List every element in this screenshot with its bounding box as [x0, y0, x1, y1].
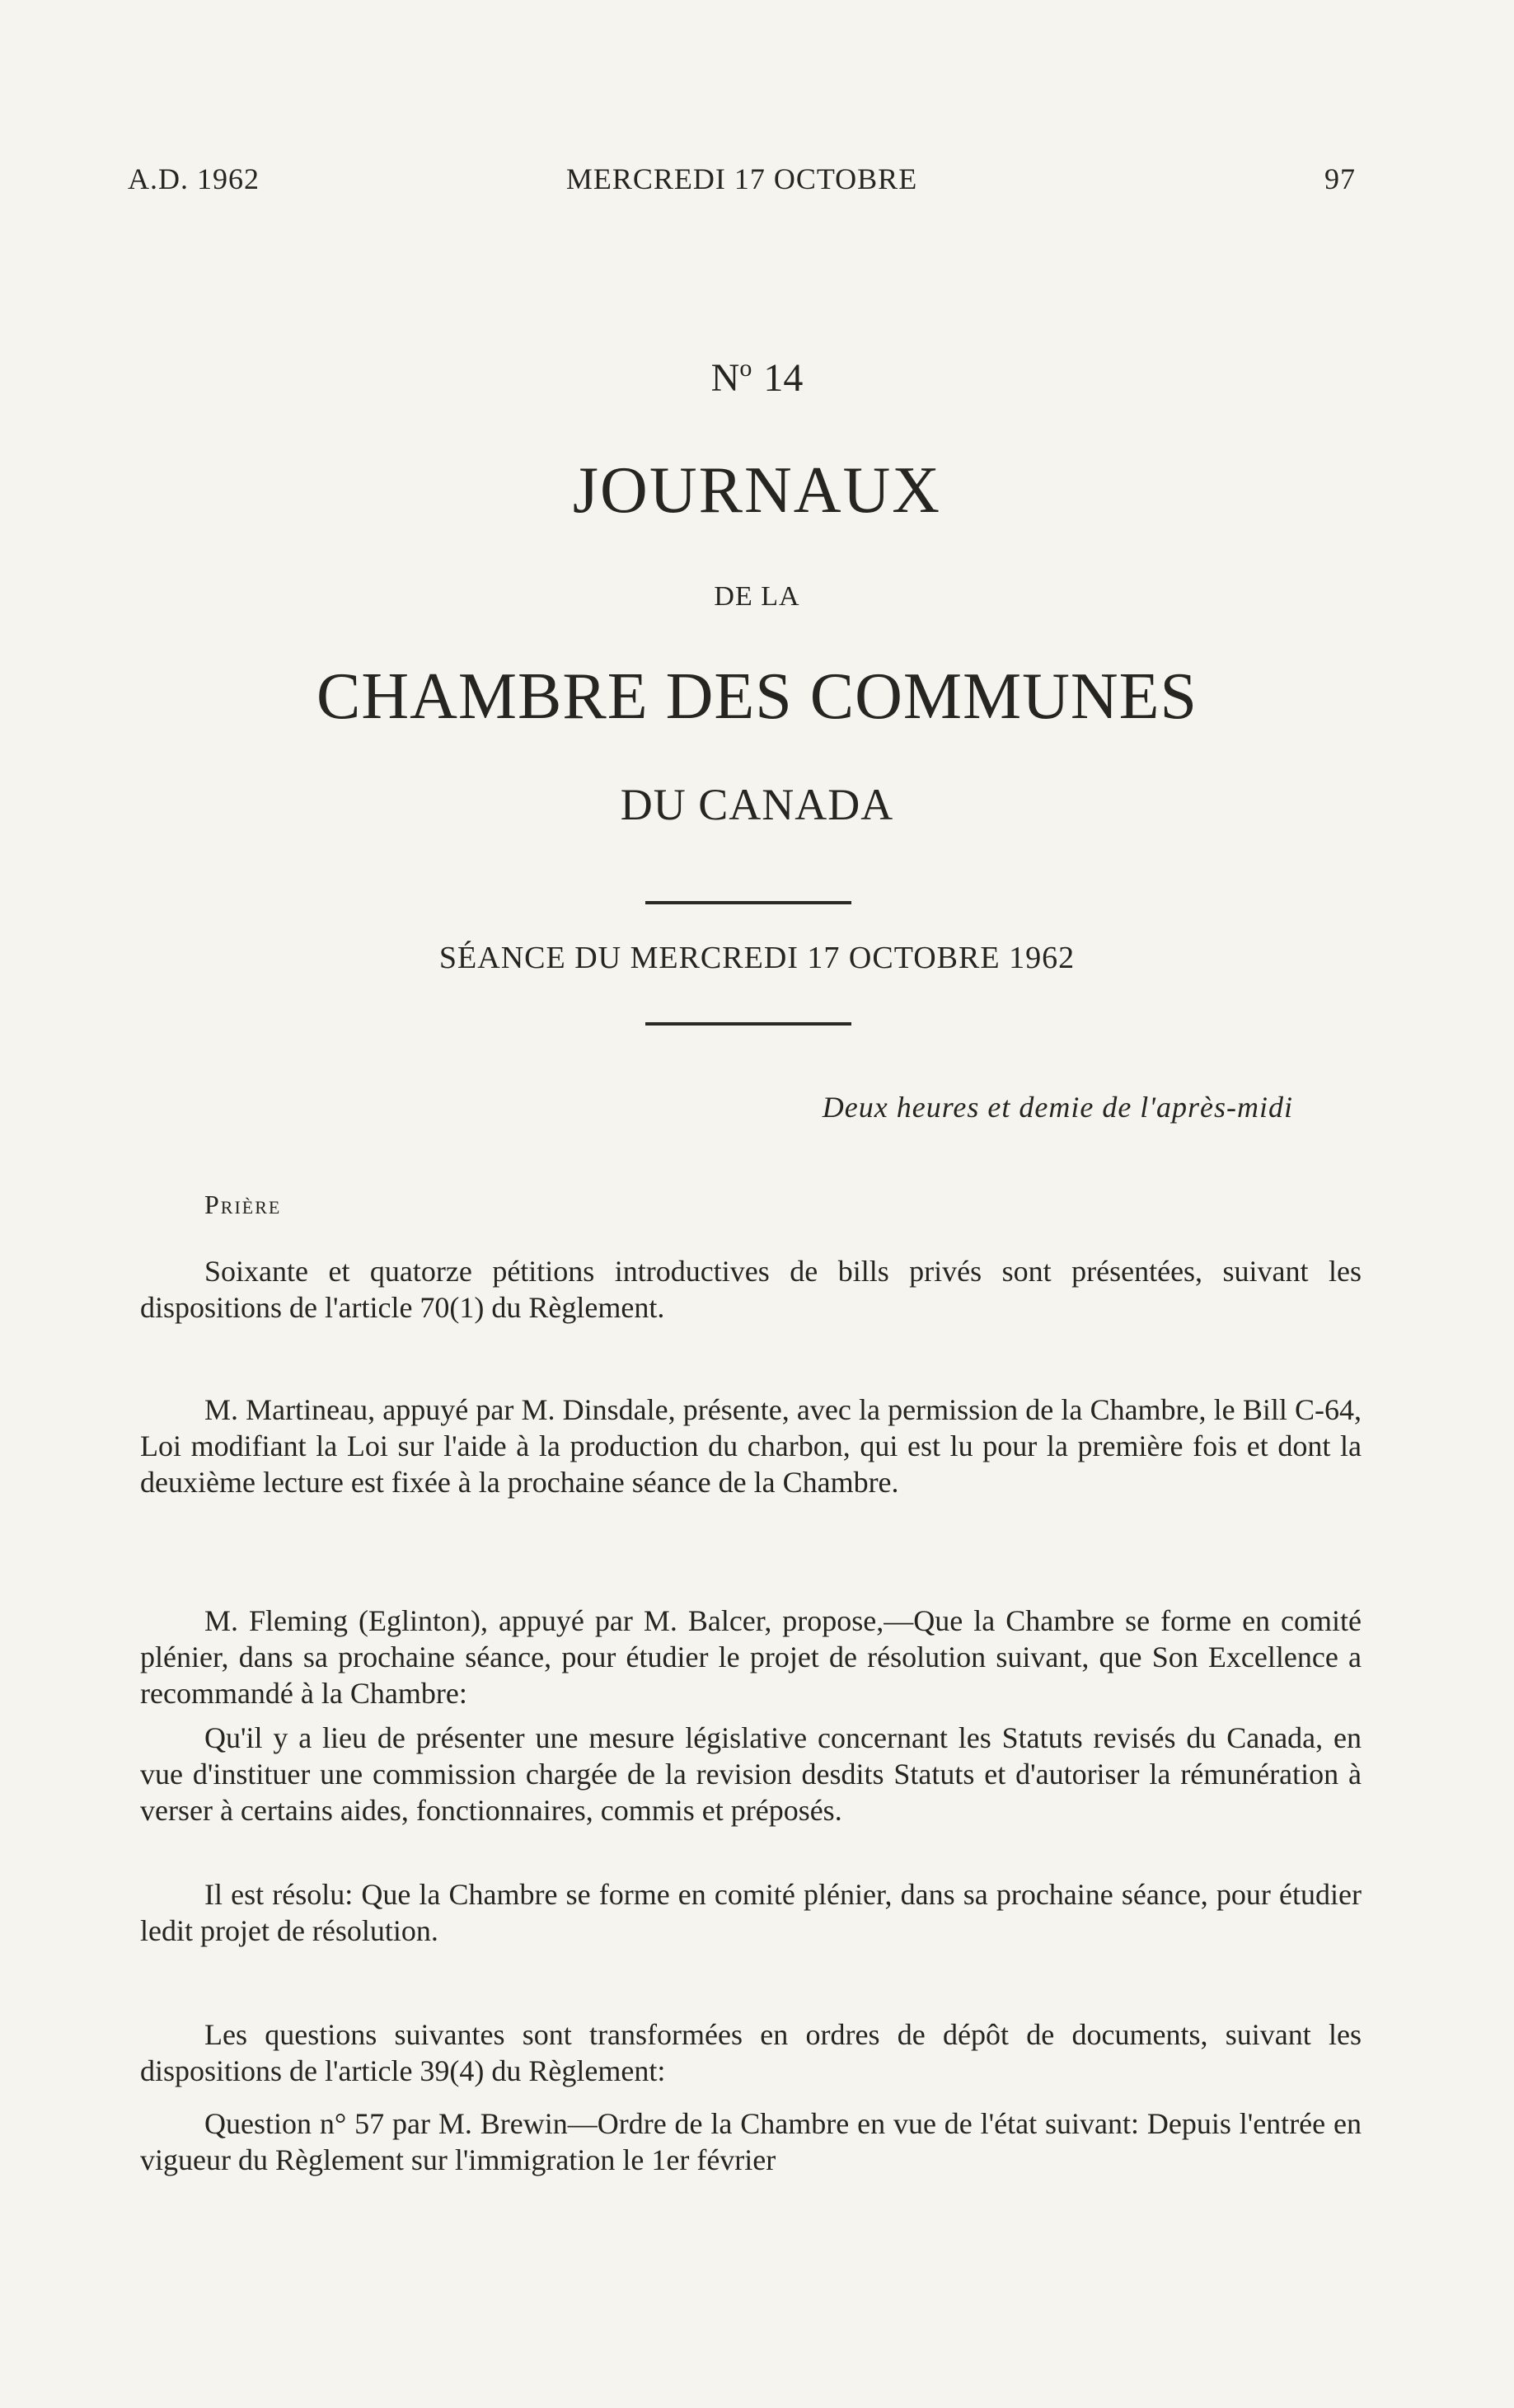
- running-head: [128, 162, 1356, 203]
- paragraph-resolved: Il est résolu: Que la Chambre se forme en comité plénier, dans sa prochaine séance, pour étudier ledit projet de résolution.: [140, 1878, 1362, 1947]
- page-number: 97: [1324, 162, 1356, 195]
- paragraph-bill-c64: M. Martineau, appuyé par M. Dinsdale, présente, avec la permission de la Chambre, le Bill C-64, Loi modifiant la Loi sur l'aide à la production du charbon, qui est lu pour la première fois et dont la deuxième lecture est fixée à la prochaine séance de la Chambre.: [140, 1393, 1362, 1499]
- running-head-date: MERCREDI 17 OCTOBRE: [565, 162, 918, 195]
- title-connector: DE LA: [714, 581, 800, 612]
- country-name: DU CANADA: [620, 780, 894, 829]
- house-name: CHAMBRE DES COMMUNES: [316, 660, 1198, 733]
- issue-degree: o: [739, 354, 752, 382]
- running-head-year: A.D. 1962: [128, 162, 260, 195]
- paragraph-questions-intro: Les questions suivantes sont transformées en ordres de dépôt de documents, suivant les dispositions de l'article 39(4) du Règlement:: [140, 2018, 1362, 2087]
- paragraph-resolution-text: Qu'il y a lieu de présenter une mesure législative concernant les Statuts revisés du Canada, en vue d'instituer une commission chargée de la revision desdits Statuts et d'autoriser la rémunération à verser à certains aides, fonctionnaires, commis et préposés.: [140, 1721, 1362, 1827]
- divider-rule-bottom: [645, 1022, 851, 1026]
- session-heading: SÉANCE DU MERCREDI 17 OCTOBRE 1962: [438, 941, 1076, 975]
- issue-prefix: N: [710, 356, 740, 400]
- journal-title: JOURNAUX: [572, 454, 942, 527]
- session-time: Deux heures et demie de l'après-midi: [822, 1091, 1293, 1124]
- divider-rule-top: [645, 901, 851, 904]
- paragraph-petitions: Soixante et quatorze pétitions introductives de bills privés sont présentées, suivant les dispositions de l'article 70(1) du Règlement.: [140, 1255, 1362, 1324]
- prayer-heading: Prière: [204, 1190, 282, 1219]
- issue-number-value: 14: [763, 356, 804, 400]
- paragraph-fleming-motion: M. Fleming (Eglinton), appuyé par M. Balcer, propose,—Que la Chambre se forme en comité plénier, dans sa prochaine séance, pour étudier le projet de résolution suivant, que Son Excellence a recommandé à la Chambre:: [140, 1604, 1362, 1710]
- issue-number: [0, 354, 1514, 401]
- paragraph-question-57: Question n° 57 par M. Brewin—Ordre de la Chambre en vue de l'état suivant: Depuis l'entrée en vigueur du Règlement sur l'immigration le 1er février: [140, 2107, 1362, 2176]
